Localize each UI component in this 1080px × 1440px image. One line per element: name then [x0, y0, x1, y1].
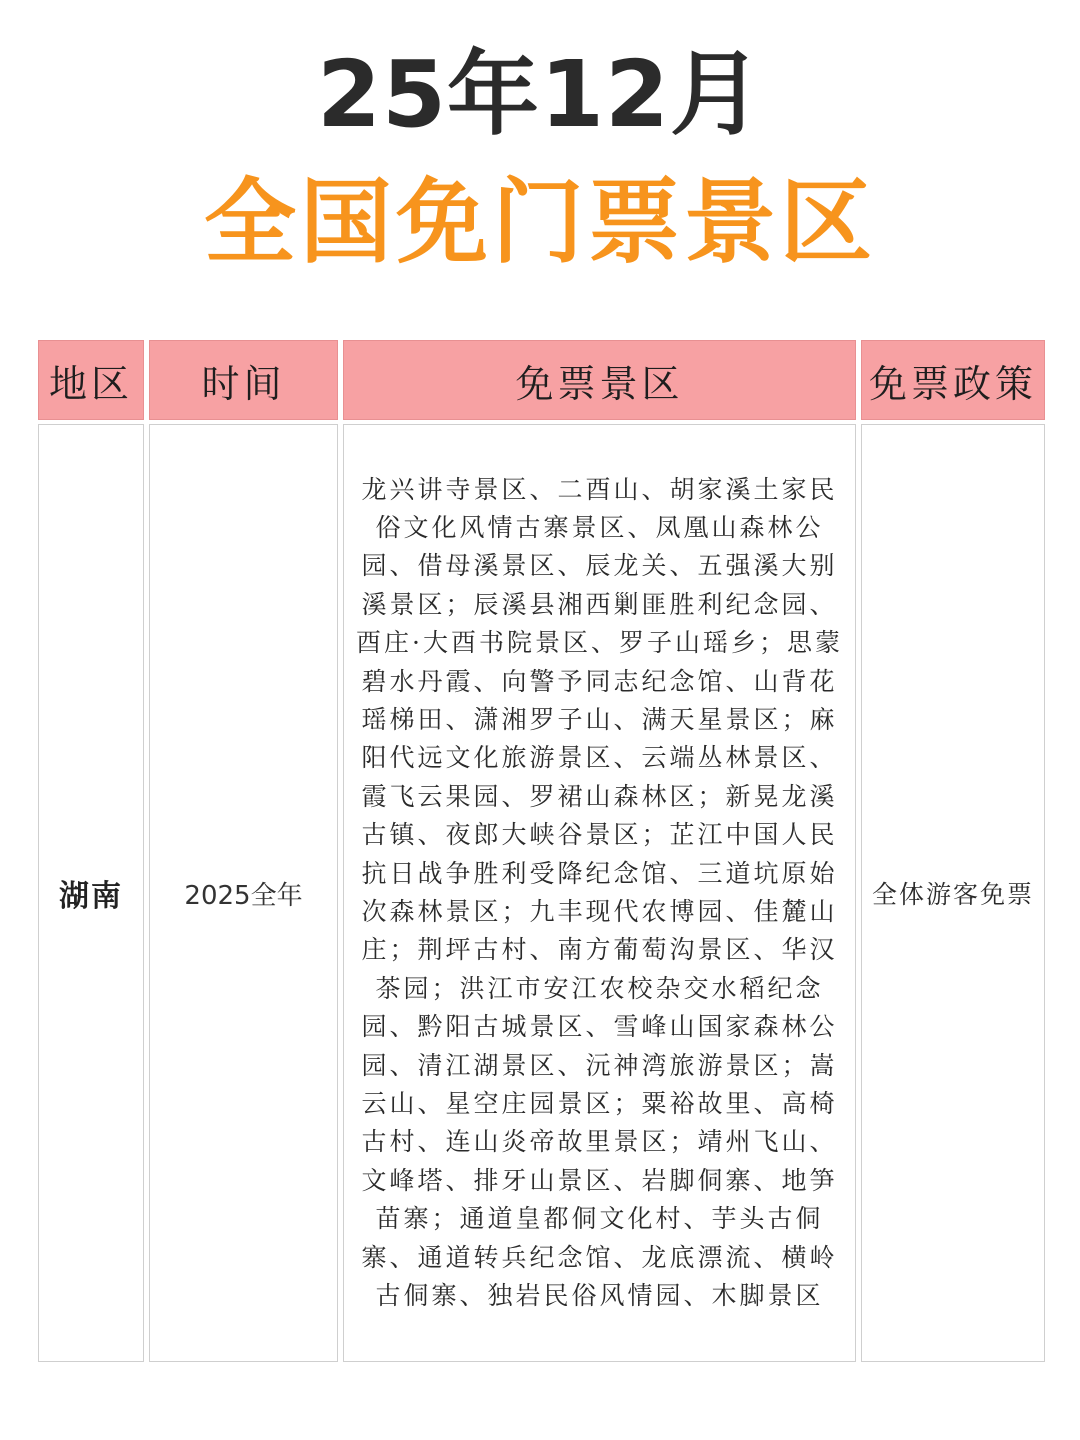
time-value: 2025全年	[184, 880, 303, 911]
cell-region	[38, 424, 144, 1362]
header-region: 地区	[38, 340, 144, 420]
policy-value: 全体游客免票	[871, 880, 1034, 909]
header-spots: 免票景区	[343, 340, 856, 420]
header-policy: 免票政策	[861, 340, 1045, 420]
title-main: 全国免门票景区	[203, 169, 876, 276]
region-value: 湖南	[59, 879, 123, 914]
cell-policy	[861, 424, 1045, 1362]
spots-list: 龙兴讲寺景区、二酉山、胡家溪土家民俗文化风情古寨景区、凤凰山森林公园、借母溪景区、辰龙关、五强溪大别溪景区；辰溪县湘西剿匪胜利纪念园、酉庄·大酉书院景区、罗子山瑶乡；思蒙碧水丹霞、向警予同志纪念馆、山背花瑶梯田、潇湘罗子山、满天星景区；麻阳代远文化旅游景区、云端丛林景区、霞飞云果园、罗裙山森林区；新晃龙溪古镇、夜郎大峡谷景区；芷江中国人民抗日战争胜利受降纪念馆、三道坑原始次森林景区；九丰现代农博园、佳麓山庄；荆坪古村、南方葡萄沟景区、华汉茶园；洪江市安江农校杂交水稻纪念园、黔阳古城景区、雪峰山国家森林公园、清江湖景区、沅神湾旅游景区；嵩云山、星空庄园景区；粟裕故里、高椅古村、连山炎帝故里景区；靖州飞山、文峰塔、排牙山景区、岩脚侗寨、地笋苗寨；通道皇都侗文化村、芋头古侗寨、通道转兵纪念馆、龙底漂流、横岭古侗寨、独岩民俗风情园、木脚景区	[356, 474, 843, 1311]
title-date: 25年12月	[316, 41, 764, 148]
cell-spots	[343, 424, 856, 1362]
header-time: 时间	[149, 340, 338, 420]
cell-time	[149, 424, 338, 1362]
